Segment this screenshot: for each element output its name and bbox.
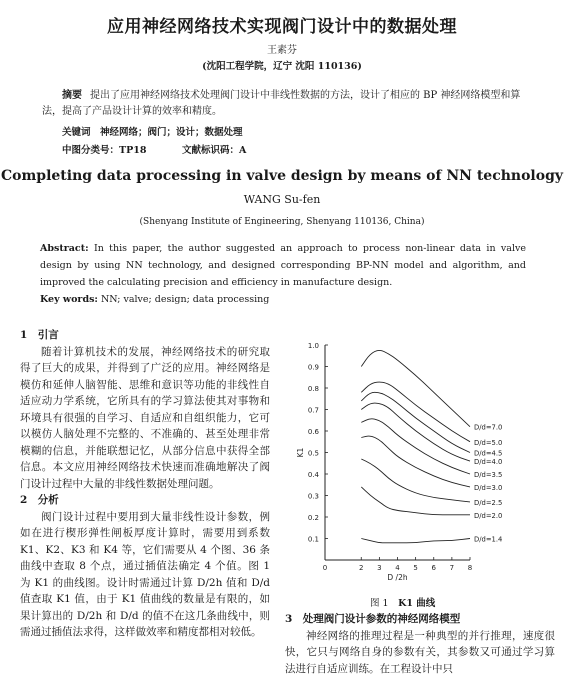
abstract-en-label: Abstract: (40, 243, 89, 254)
series-line (361, 539, 470, 543)
y-tick-label: 0.2 (307, 514, 319, 522)
series-line (361, 419, 470, 474)
y-tick-label: 0.3 (307, 492, 319, 501)
right-column (285, 611, 555, 677)
abstract-en (40, 240, 526, 291)
figure-caption (370, 595, 441, 609)
affiliation-en: (Shenyang Institute of Engineering, Shenyang 110136, China) (139, 217, 425, 227)
x-tick-label: 7 (449, 564, 455, 572)
doc-code-cn: 文献标识码：A (182, 145, 247, 156)
section-1-text: 随着计算机技术的发展，神经网络技术的研究取得了巨大的成果，并得到了广泛的应用。神经网络是模仿和延伸人脑智能、思维和意识等功能的非线性自适应动力学系统，它所具有的学习算法使其对事物和环境具有很强的自学习、自适应和自组织能力，它可以模仿人脑处理不完整的、不准确的、甚至处理非常模糊的信息，并能联想记忆，从部分信息中获得全部信息。本文应用神经网络技术快速而准确地解决了阀门设计过程中大量的非线性数据处理问题。 (20, 345, 270, 490)
series-label: D/d=3.5 (474, 471, 503, 479)
abstract-cn-label: 摘要 (62, 90, 82, 101)
section-3-text: 神经网络的推理过程是一种典型的并行推理，速度很快，它只与网络自身的参数有关，其参数又可通过学习算法进行自适应训练。在工程设计中只 (285, 629, 555, 675)
keywords-cn: 关键词 神经网络；阀门；设计；数据处理 (62, 127, 243, 138)
section-3-heading: 3 处理阀门设计参数的神经网络模型 (285, 613, 461, 625)
x-tick-label: 6 (431, 564, 436, 572)
abstract-en-text: In this paper, the author suggested an approach to process non-linear data in valve design by using NN technology, and designed corresponding BP-NN model and algorithm, and improved the calculating precision and efficiency in manufacture design. (40, 243, 526, 288)
figure-label: 图 1 (370, 598, 389, 609)
x-tick-label: 3 (377, 564, 382, 572)
series-label: D/d=4.5 (474, 449, 503, 458)
series-label: D/d=3.0 (474, 483, 503, 492)
series-label: D/d=7.0 (474, 423, 503, 432)
x-tick-label: 4 (395, 564, 400, 572)
x-tick-label: 8 (467, 564, 473, 572)
x-tick-label: 2 (359, 564, 364, 572)
x-tick-label: 0 (322, 564, 328, 572)
series-line (361, 459, 470, 502)
series-line (361, 382, 470, 442)
paper-title-cn: 应用神经网络技术实现阀门设计中的数据处理 (107, 17, 457, 37)
y-axis-label: K1 (296, 447, 305, 458)
series-line (361, 487, 470, 515)
y-tick-label: 0.6 (307, 428, 319, 436)
keywords-en-label: Key words: (40, 294, 98, 305)
series-label: D/d=2.5 (474, 498, 503, 507)
series-label: D/d=5.0 (474, 438, 503, 447)
figure-caption-text: K1 曲线 (398, 598, 436, 609)
abstract-cn (42, 88, 524, 120)
series-line (361, 436, 470, 487)
x-axis-label: D /2h (387, 573, 408, 582)
left-column (20, 327, 270, 641)
y-tick-label: 0.7 (307, 406, 319, 415)
affiliation-cn: (沈阳工程学院，辽宁 沈阳 110136) (202, 61, 362, 72)
y-tick-label: 0.5 (307, 449, 319, 458)
y-tick-label: 0.4 (307, 471, 319, 479)
series-line (361, 350, 470, 426)
y-tick-label: 0.9 (307, 363, 319, 372)
x-tick-label: 5 (413, 564, 418, 572)
section-2-text: 阀门设计过程中要用到大量非线性设计参数，例如在进行楔形弹性闸板厚度计算时，需要用到系数 K1、K2、K3 和 K4 等，它们需要从 4 个图、36 条曲线中查取 8 个点，通过插值法确定 4 个值。图 1 为 K1 的曲线图。设计时需通过计算 D/2h 值和 D/d 值查取 K1 值，由于 K1 值曲线的数量是有限的，如果计算出的 D/2h 和 D/d 的值不在这几条曲线中，则需通过插值法求得，这样做效率和精度都相对较低。 (20, 510, 270, 638)
keywords-en (40, 294, 269, 305)
series-label: D/d=2.0 (474, 511, 503, 520)
series-label: D/d=1.4 (474, 535, 503, 544)
y-tick-label: 1.0 (307, 342, 319, 350)
k1-curve-chart (285, 335, 555, 595)
author-cn: 王素芬 (267, 45, 297, 56)
author-en: WANG Su-fen (243, 193, 321, 206)
y-tick-label: 0.1 (307, 535, 319, 544)
series-line (361, 392, 470, 452)
abstract-cn-text: 提出了应用神经网络技术处理阀门设计中非线性数据的方法，设计了相应的 BP 神经网络模型和算法，提高了产品设计计算的效率和精度。 (42, 90, 521, 117)
series-label: D/d=4.0 (474, 458, 503, 467)
classification-cn: 中图分类号：TP18 (62, 145, 147, 156)
section-2-heading: 2 分析 (20, 494, 59, 506)
paper-title-en: Completing data processing in valve design by means of NN technology (0, 168, 564, 184)
keywords-en-text: NN; valve; design; data processing (100, 294, 270, 305)
section-1-heading: 1 引言 (20, 329, 59, 341)
y-tick-label: 0.8 (307, 385, 319, 393)
